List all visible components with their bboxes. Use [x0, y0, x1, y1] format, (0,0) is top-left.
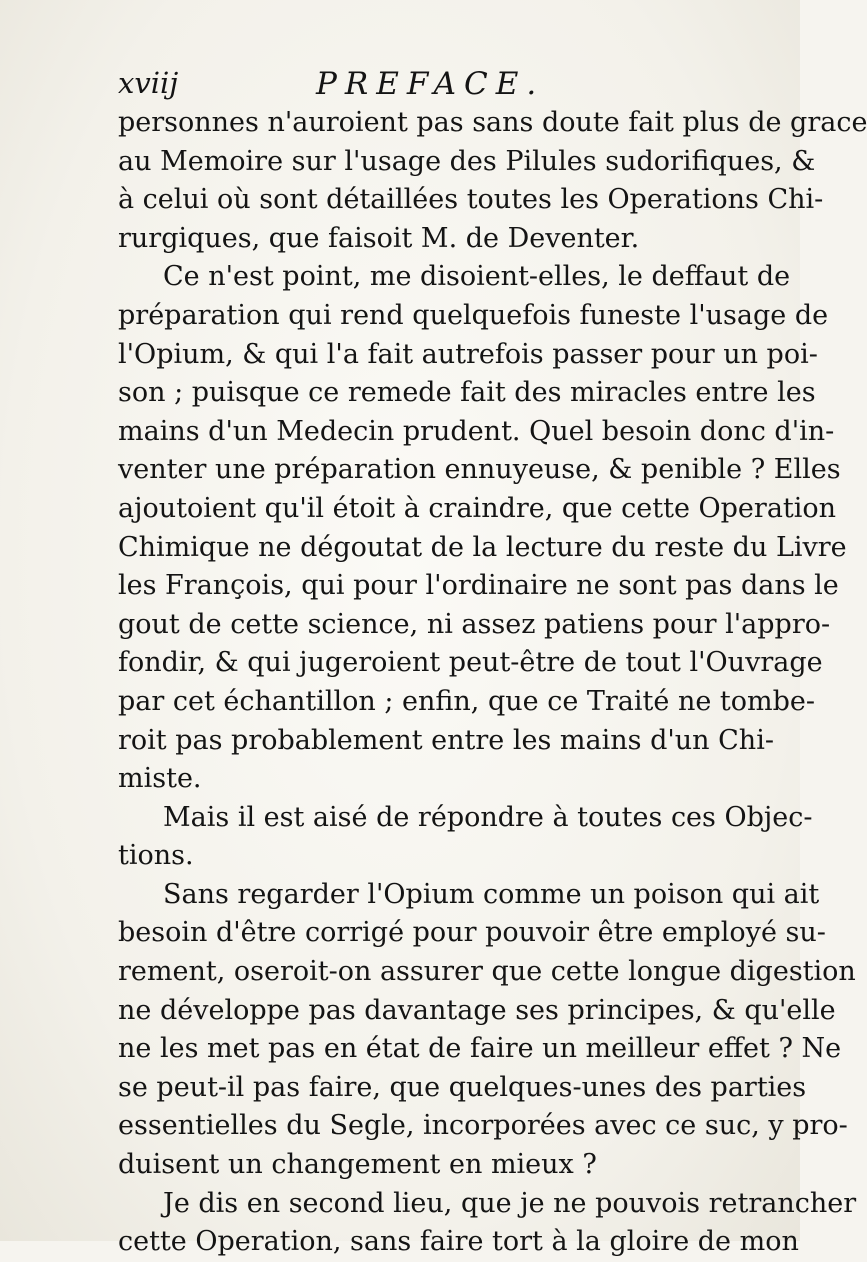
text-line: l'Opium, & qui l'a fait autrefois passer pour un poi-	[118, 338, 818, 370]
text-line: venter une préparation ennuyeuse, & penible ? Elles	[118, 454, 841, 486]
text-line: Je dis en second lieu, que je ne pouvois retrancher	[163, 1187, 857, 1219]
running-title: PREFACE.	[316, 66, 545, 102]
text-line: ajoutoient qu'il étoit à craindre, que cette Operation	[118, 492, 837, 524]
page-number: xviij	[118, 66, 179, 100]
text-line: cette Operation, sans faire tort à la gloire de mon	[118, 1226, 799, 1258]
text-line: tions.	[118, 840, 194, 872]
text-line: préparation qui rend quelquefois funeste l'usage de	[118, 299, 829, 331]
text-line: Chimique ne dégoutat de la lecture du reste du Livre	[118, 531, 847, 563]
page-header	[118, 66, 678, 106]
text-line: ne développe pas davantage ses principes, & qu'elle	[118, 994, 836, 1026]
text-line: à celui où sont détaillées toutes les Operations Chi-	[118, 184, 824, 216]
text-line: ne les met pas en état de faire un meilleur effet ? Ne	[118, 1033, 842, 1065]
text-line: Sans regarder l'Opium comme un poison qui ait	[163, 878, 820, 910]
text-line: se peut-il pas faire, que quelques-unes des parties	[118, 1071, 807, 1103]
text-line: par cet échantillon ; enfin, que ce Traité ne tombe-	[118, 685, 815, 717]
text-line: rement, oseroit-on assurer que cette longue digestion	[118, 956, 856, 988]
text-line: besoin d'être corrigé pour pouvoir être employé su-	[118, 917, 826, 949]
text-line: fondir, & qui jugeroient peut-être de tout l'Ouvrage	[118, 647, 823, 679]
text-line: les François, qui pour l'ordinaire ne sont pas dans le	[118, 570, 839, 602]
text-line: rurgiques, que faisoit M. de Deventer.	[118, 222, 640, 254]
text-line: son ; puisque ce remede fait des miracles entre les	[118, 377, 816, 409]
text-line: gout de cette science, ni assez patiens pour l'appro-	[118, 608, 831, 640]
text-line: essentielles du Segle, incorporées avec ce suc, y pro-	[118, 1110, 848, 1142]
text-line: roit pas probablement entre les mains d'un Chi-	[118, 724, 774, 756]
text-line: Ce n'est point, me disoient-elles, le deffaut de	[163, 261, 791, 293]
text-line: miste.	[118, 763, 202, 795]
text-line: au Memoire sur l'usage des Pilules sudorifiques, &	[118, 145, 816, 177]
body-text	[118, 104, 867, 1262]
text-line: mains d'un Medecin prudent. Quel besoin donc d'in-	[118, 415, 835, 447]
text-line: duisent un changement en mieux ?	[118, 1149, 597, 1181]
text-line: personnes n'auroient pas sans doute fait plus de grace	[118, 107, 867, 138]
text-line: Mais il est aisé de répondre à toutes ces Objec-	[163, 801, 813, 833]
